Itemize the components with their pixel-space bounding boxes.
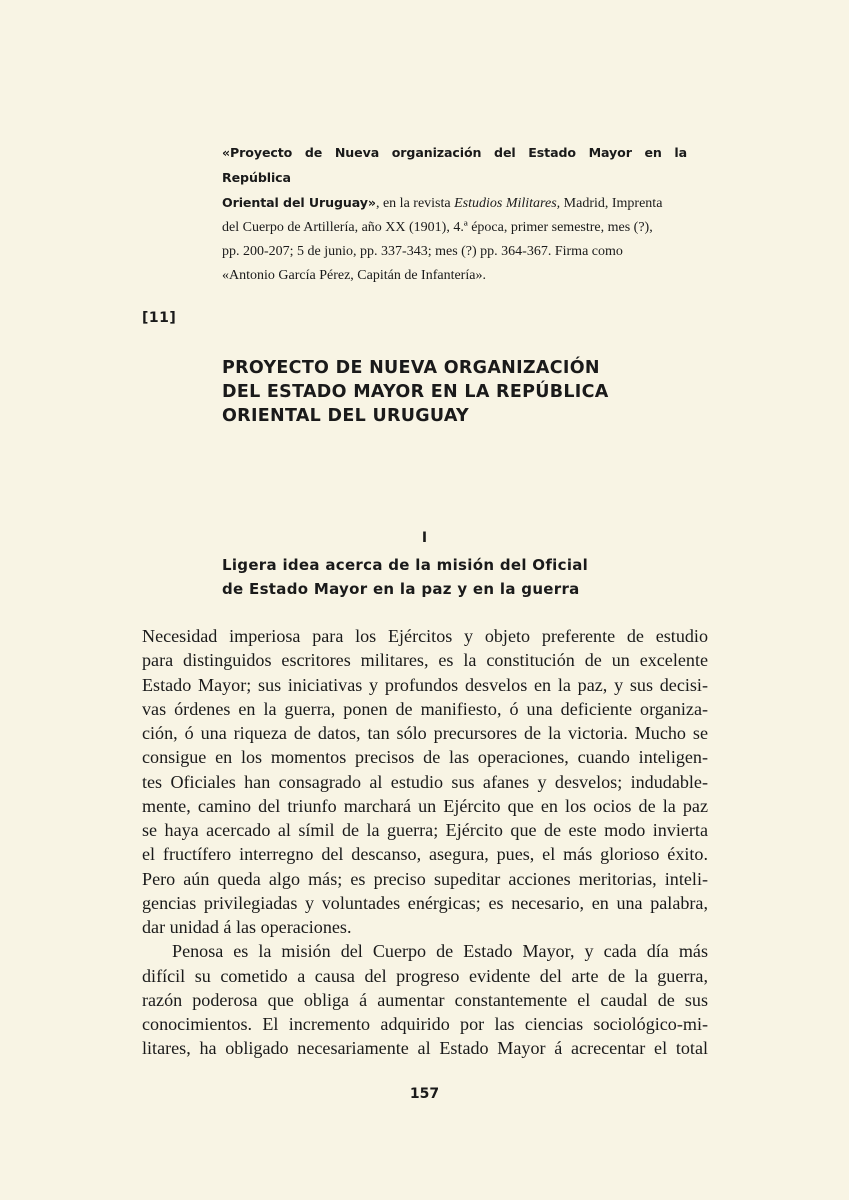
article-title-line: DEL ESTADO MAYOR EN LA REPÚBLICA (222, 382, 609, 402)
text-line: vas órdenes en la guerra, ponen de manifiesto, ó una deficiente organiza- (142, 698, 708, 719)
body-text (142, 624, 708, 1061)
bibliographic-note (222, 141, 687, 288)
text-line: litares, ha obligado necesariamente al Estado Mayor á acrecentar el total (142, 1038, 708, 1059)
text-line: el fructífero interregno del descanso, asegura, pues, el más glorioso éxito. (142, 844, 708, 865)
text-line: mente, camino del triunfo marchará un Ejército que en los ocios de la paz (142, 795, 708, 816)
text-line: conocimientos. El incremento adquirido por las ciencias sociológico-mi- (142, 1014, 708, 1034)
chapter-number: I (421, 530, 428, 546)
text-line: Necesidad imperiosa para los Ejércitos y objeto preferente de estudio (142, 626, 708, 646)
text-line: gencias privilegiadas y voluntades enérgicas; es necesario, en una palabra, (142, 892, 708, 913)
text-line: tes Oficiales han consagrado al estudio sus afanes y desvelos; indudable- (142, 771, 708, 792)
article-title-line: PROYECTO DE NUEVA ORGANIZACIÓN (222, 358, 600, 378)
text-line: consigue en los momentos precisos de las operaciones, cuando inteligen- (142, 747, 708, 768)
text-line: Pero aún queda algo más; es preciso supeditar acciones meritorias, inteli- (142, 868, 708, 889)
paragraph-2 (142, 939, 708, 1060)
article-title-line: ORIENTAL DEL URUGUAY (222, 406, 470, 426)
paragraph-1 (142, 624, 708, 939)
chapter-title-line: de Estado Mayor en la paz y en la guerra (222, 580, 580, 598)
biblio-line-2 (222, 191, 687, 216)
text-line: dar unidad á las operaciones. (142, 917, 352, 937)
chapter-title (222, 553, 662, 601)
biblio-line-3: del Cuerpo de Artillería, año XX (1901), 4.ª época, primer semestre, mes (?), (222, 220, 653, 235)
biblio-line-4: pp. 200-207; 5 de junio, pp. 337-343; mes (?) pp. 364-367. Firma como (222, 244, 623, 259)
biblio-title-part-2: Oriental del Uruguay» (222, 195, 376, 210)
biblio-text: , en la revista (375, 196, 455, 211)
section-number: [11] (142, 310, 177, 326)
chapter-title-line: Ligera idea acerca de la misión del Oficial (222, 556, 589, 574)
biblio-line-5: «Antonio García Pérez, Capitán de Infantería». (222, 268, 486, 283)
biblio-title-part-1: «Proyecto de Nueva organización del Estado Mayor en la República (222, 145, 687, 185)
article-title (222, 356, 662, 428)
text-line: se haya acercado al símil de la guerra; Ejército que de este modo invierta (142, 820, 708, 840)
biblio-line-1 (222, 141, 687, 191)
page-number: 157 (409, 1086, 440, 1102)
text-line: ción, ó una riqueza de datos, tan sólo precursores de la victoria. Mucho se (142, 723, 708, 743)
text-line: Estado Mayor; sus iniciativas y profundos desvelos en la paz, y sus decisi- (142, 674, 708, 695)
biblio-text: Madrid, Imprenta (560, 196, 663, 211)
text-line: difícil su cometido a causa del progreso evidente del arte de la guerra, (142, 965, 708, 986)
text-line: Penosa es la misión del Cuerpo de Estado Mayor, y cada día más (172, 941, 708, 962)
biblio-journal: Estudios Militares, (454, 196, 561, 211)
text-line: para distinguidos escritores militares, es la constitución de un excelente (142, 650, 708, 671)
text-line: razón poderosa que obliga á aumentar constantemente el caudal de sus (142, 989, 708, 1010)
